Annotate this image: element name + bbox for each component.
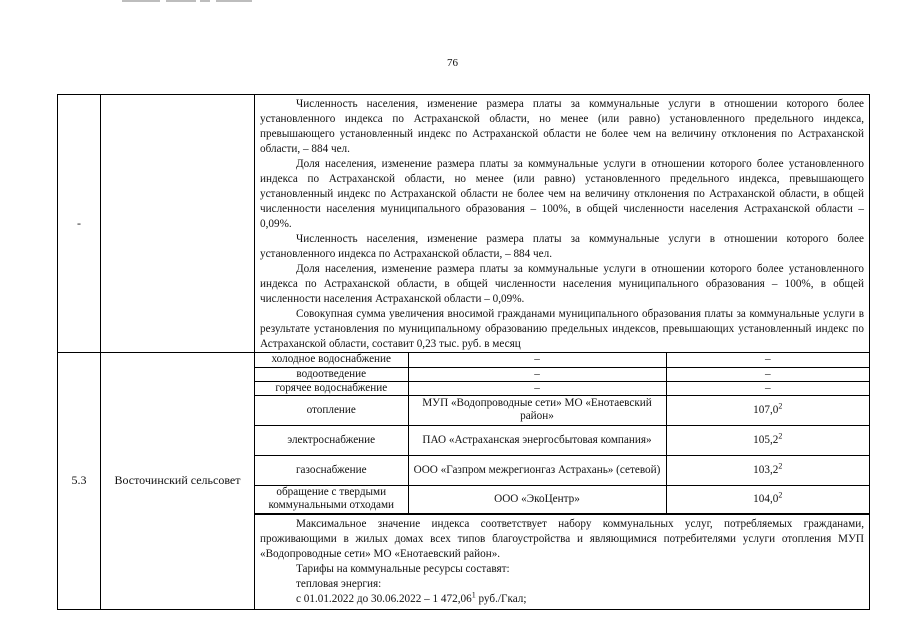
page-number: 76 <box>447 57 458 69</box>
row-number-cell <box>58 353 101 610</box>
service-name: газоснабжение <box>255 455 408 485</box>
service-index-cell <box>666 395 869 425</box>
services-table <box>255 353 869 514</box>
paragraph: Максимальное значение индекса соответствует набору коммунальных услуг, потребляемых гражданами, проживающими в жилых домах всех типов благоустройства и являющимися потребителями услуги отопления МУП «Водопроводные сети» МО «Енотаевский район». <box>260 517 864 560</box>
service-name: обращение с твердыми коммунальными отходами <box>255 485 408 513</box>
table-row <box>58 95 870 353</box>
paragraph: Тарифы на коммунальные ресурсы составят: <box>296 562 510 575</box>
service-index: 107,0 <box>753 403 779 416</box>
description-text <box>255 95 869 352</box>
service-name: холодное водоснабжение <box>255 353 408 367</box>
service-row <box>255 485 869 513</box>
service-provider: МУП «Водопроводные сети» МО «Енотаевский район» <box>408 395 666 425</box>
paragraph: Численность населения, изменение размера платы за коммунальные услуги в отношении которого более установленного индекса по Астраханской области, – 884 чел. <box>260 233 864 260</box>
tariff-period-value: с 01.01.2022 до 30.06.2022 – 1 472,06 <box>296 592 472 605</box>
service-name: электроснабжение <box>255 425 408 455</box>
service-row <box>255 353 869 367</box>
municipality-name: Восточинский сельсовет <box>114 473 241 488</box>
service-row <box>255 455 869 485</box>
paragraph: Численность населения, изменение размера платы за коммунальные услуги в отношении которого более установленного индекса по Астраханской области, но менее (или равно) установленного предельного индекса, превышающего установленный индекс по Астраханской области не более чем на величину отклонения по Астраханской области, – 884 чел. <box>260 98 864 155</box>
tariff-text <box>255 514 869 609</box>
service-index: 105,2 <box>753 433 779 446</box>
service-provider: – <box>408 367 666 381</box>
service-name: водоотведение <box>255 367 408 381</box>
service-row <box>255 425 869 455</box>
service-row <box>255 395 869 425</box>
service-index-cell <box>666 455 869 485</box>
service-index: 104,0 <box>753 492 779 505</box>
row-number: - <box>77 216 81 230</box>
tariff-unit: руб./Гкал; <box>475 592 527 605</box>
footnote-mark: 2 <box>778 460 783 470</box>
row-number: 5.3 <box>71 473 87 488</box>
paragraph: Доля населения, изменение размера платы за коммунальные услуги в отношении которого более установленного индекса по Астраханской области, в общей численности населения муниципального образования – 100%, в общей численности населения Астраханской области – 0,09%. <box>260 263 864 305</box>
tariff-line <box>260 589 864 607</box>
document-table <box>57 94 870 610</box>
municipality-cell <box>101 353 255 610</box>
footnote-mark: 2 <box>778 400 783 410</box>
service-provider: ПАО «Астраханская энергосбытовая компания» <box>408 425 666 455</box>
table-row <box>58 353 870 610</box>
row-number-cell <box>58 95 101 353</box>
service-index-cell <box>666 485 869 513</box>
footnote-mark: 2 <box>778 489 783 499</box>
services-cell <box>255 353 870 610</box>
footnote-mark: 2 <box>778 430 783 440</box>
service-index: – <box>666 353 869 367</box>
service-name: горячее водоснабжение <box>255 381 408 395</box>
service-provider: ООО «ЭкоЦентр» <box>408 485 666 513</box>
description-cell <box>255 95 870 353</box>
paragraph: Доля населения, изменение размера платы за коммунальные услуги в отношении которого более установленного индекса по Астраханской области, но менее (или равно) установленного предельного индекса, превышающего установленный индекс по Астраханской области не более чем на величину отклонения по Астраханской области, в общей численности населения муниципального образования – 100%, в общей численности населения Астраханской области – 0,09%. <box>260 158 864 230</box>
service-provider: – <box>408 353 666 367</box>
paragraph: тепловая энергия: <box>296 577 382 590</box>
service-index: – <box>666 367 869 381</box>
service-provider: ООО «Газпром межрегионгаз Астрахань» (сетевой) <box>408 455 666 485</box>
service-row <box>255 367 869 381</box>
service-row <box>255 381 869 395</box>
service-provider: – <box>408 381 666 395</box>
service-name: отопление <box>255 395 408 425</box>
footnote-mark: 1 <box>471 589 476 599</box>
service-index: 103,2 <box>753 463 779 476</box>
municipality-cell <box>101 95 255 353</box>
service-index: – <box>666 381 869 395</box>
service-index-cell <box>666 425 869 455</box>
paragraph: Совокупная сумма увеличения вносимой гражданами муниципального образования платы за коммунальные услуги в результате установления по муниципальному образованию предельных индексов, превышающих установленный индекс по Астраханской области, составит 0,23 тыс. руб. в месяц <box>260 308 864 350</box>
